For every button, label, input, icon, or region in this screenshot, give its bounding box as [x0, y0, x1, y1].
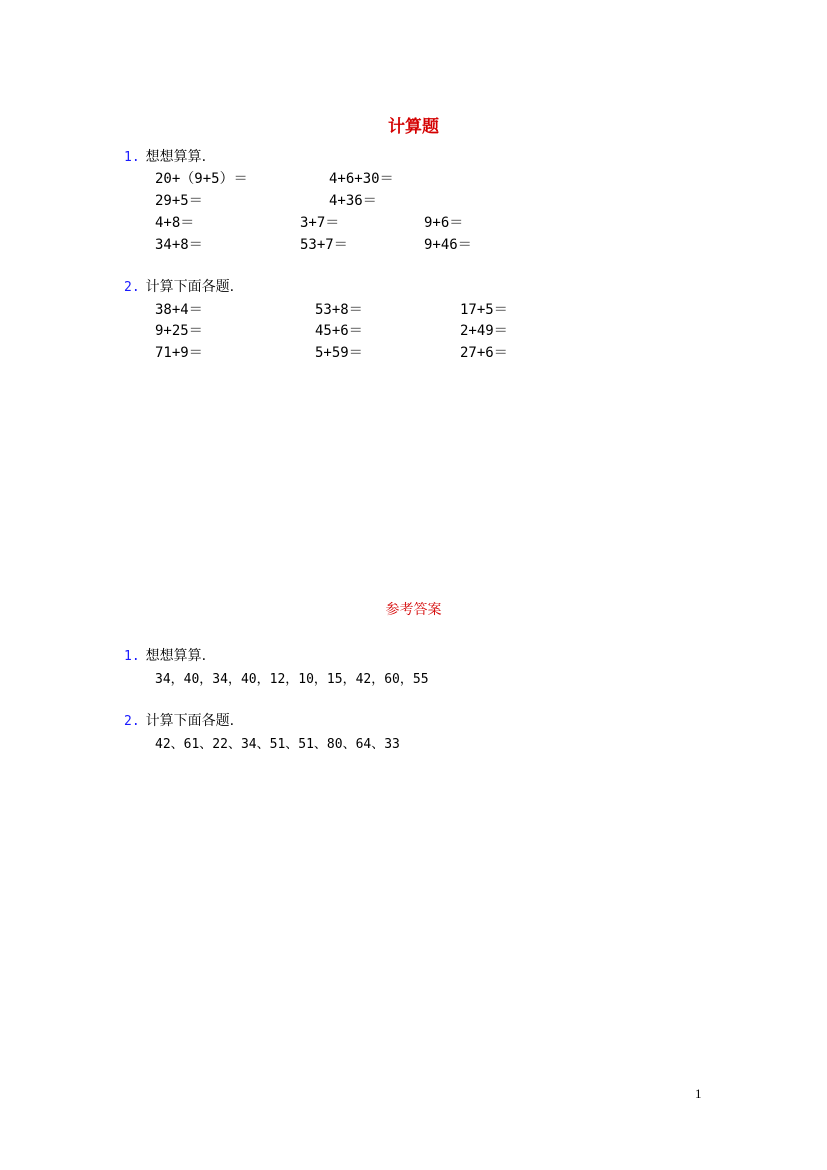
question-1-number: 1.	[124, 150, 140, 165]
q1-item: 3+7＝	[300, 215, 340, 231]
q1-item: 4+8＝	[155, 215, 195, 231]
page-title: 计算题	[388, 117, 439, 137]
q2-item: 27+6＝	[460, 345, 508, 361]
answer-2-values: 42、61、22、34、51、51、80、64、33	[155, 737, 400, 752]
answer-2-number: 2.	[124, 714, 140, 729]
q1-item: 4+6+30＝	[329, 171, 394, 187]
answer-1-values: 34，40，34，40，12，10，15，42，60，55	[155, 672, 429, 687]
q1-item: 34+8＝	[155, 237, 203, 253]
q1-item: 9+46＝	[424, 237, 472, 253]
q2-item: 9+25＝	[155, 323, 203, 339]
q1-item: 20+（9+5）＝	[155, 171, 248, 187]
question-2-number: 2.	[124, 280, 140, 295]
q2-item: 2+49＝	[460, 323, 508, 339]
question-2-text: 计算下面各题.	[145, 279, 235, 295]
question-1-text: 想想算算.	[145, 149, 207, 165]
q2-item: 17+5＝	[460, 302, 508, 318]
answer-2-heading	[124, 710, 234, 730]
q1-item: 53+7＝	[300, 237, 348, 253]
q1-item: 4+36＝	[329, 193, 377, 209]
q1-item: 29+5＝	[155, 193, 203, 209]
page-number: 1	[695, 1086, 702, 1101]
q2-item: 38+4＝	[155, 302, 203, 318]
q2-item: 71+9＝	[155, 345, 203, 361]
question-2-heading	[124, 276, 234, 296]
answer-1-number: 1.	[124, 649, 140, 664]
q2-item: 53+8＝	[315, 302, 363, 318]
q1-item: 9+6＝	[424, 215, 464, 231]
q2-item: 45+6＝	[315, 323, 363, 339]
question-1-heading	[124, 146, 206, 166]
answer-1-text: 想想算算.	[145, 648, 207, 664]
answers-title: 参考答案	[385, 602, 442, 618]
q2-item: 5+59＝	[315, 345, 363, 361]
answer-2-text: 计算下面各题.	[145, 713, 235, 729]
answer-1-heading	[124, 645, 206, 665]
